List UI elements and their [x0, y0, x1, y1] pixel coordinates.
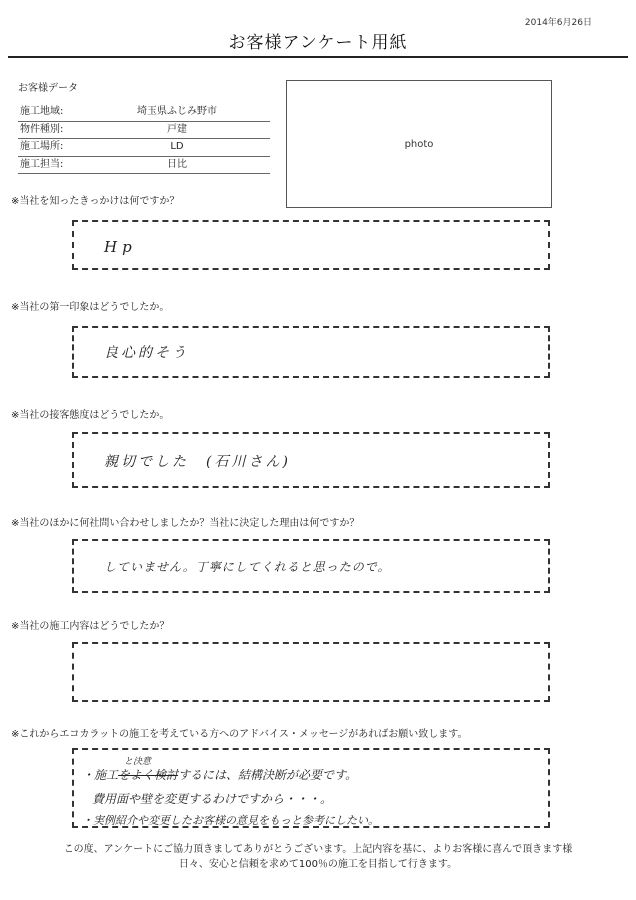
- customer-row-label: 施工担当:: [20, 158, 64, 170]
- question-2: ※当社の第一印象はどうでしたか。: [11, 302, 170, 313]
- photo-placeholder: [286, 80, 552, 208]
- question-6: ※これからエコカラットの施工を考えている方へのアドバイス・メッセージがあればお願い致します。: [11, 729, 468, 740]
- answer-1-handwritten: Hp: [104, 238, 137, 256]
- line-text: するには、結構決断が必要です。: [178, 768, 358, 782]
- answer-4-handwritten: していません。丁寧にしてくれると思ったので。: [104, 560, 391, 574]
- bullet: ・: [82, 768, 95, 782]
- answer-2-handwritten: 良心的そう: [104, 345, 189, 361]
- answer-6-line-3: [82, 812, 379, 828]
- footer-line-1: この度、アンケートにご協力頂きましてありがとうございます。上記内容を基に、よりお客様に喜んで頂きます様: [63, 844, 573, 855]
- question-5: ※当社の施工内容はどうでしたか？: [11, 621, 170, 632]
- customer-row-label: 施工場所:: [20, 141, 64, 152]
- answer-6-insertion: と決意: [124, 757, 152, 767]
- customer-row-staff: [18, 157, 270, 175]
- customer-row-label: 施工地域:: [20, 106, 64, 117]
- footer-line-2: 日々、安心と信頼を求めて100％の施工を目指して行きます。: [178, 859, 458, 870]
- line-text: 費用面や壁を変更するわけですから・・・。: [92, 792, 333, 806]
- answer-6-line-2: [92, 790, 332, 807]
- line-text: 実例紹介や変更したお客様の意見をもっと参考にしたい。: [93, 814, 379, 827]
- photo-label: photo: [404, 138, 434, 150]
- question-1: ※当社を知ったきっかけは何ですか？: [11, 196, 180, 207]
- customer-data-table: [18, 104, 270, 174]
- answer-box-5: [72, 642, 550, 702]
- line-text: 施工: [94, 768, 119, 782]
- title-divider: [8, 56, 628, 58]
- customer-row-value: LD: [170, 141, 184, 152]
- question-4: ※当社のほかに何社問い合わせしましたか？当社に決定した理由は何ですか？: [11, 518, 360, 529]
- answer-3-handwritten: 親切でした (石川さん): [104, 454, 291, 470]
- customer-row-value: 戸建: [167, 123, 187, 135]
- question-3: ※当社の接客態度はどうでしたか。: [11, 410, 170, 421]
- customer-row-property-type: [18, 122, 270, 140]
- customer-row-area: [18, 104, 270, 122]
- customer-data-heading: お客様データ: [18, 83, 78, 94]
- customer-row-location: [18, 139, 270, 157]
- answer-box-1: [72, 220, 550, 270]
- answer-6-line-1: [82, 766, 357, 783]
- survey-date: 2014年6月26日: [524, 18, 592, 28]
- bullet: ・: [82, 814, 93, 827]
- struck-text: をよく検討: [118, 768, 179, 782]
- customer-row-value: 埼玉県ふじみ野市: [137, 106, 217, 117]
- page-title: お客様アンケート用紙: [228, 33, 408, 53]
- customer-row-label: 物件種別:: [20, 123, 64, 135]
- customer-row-value: 日比: [167, 158, 187, 170]
